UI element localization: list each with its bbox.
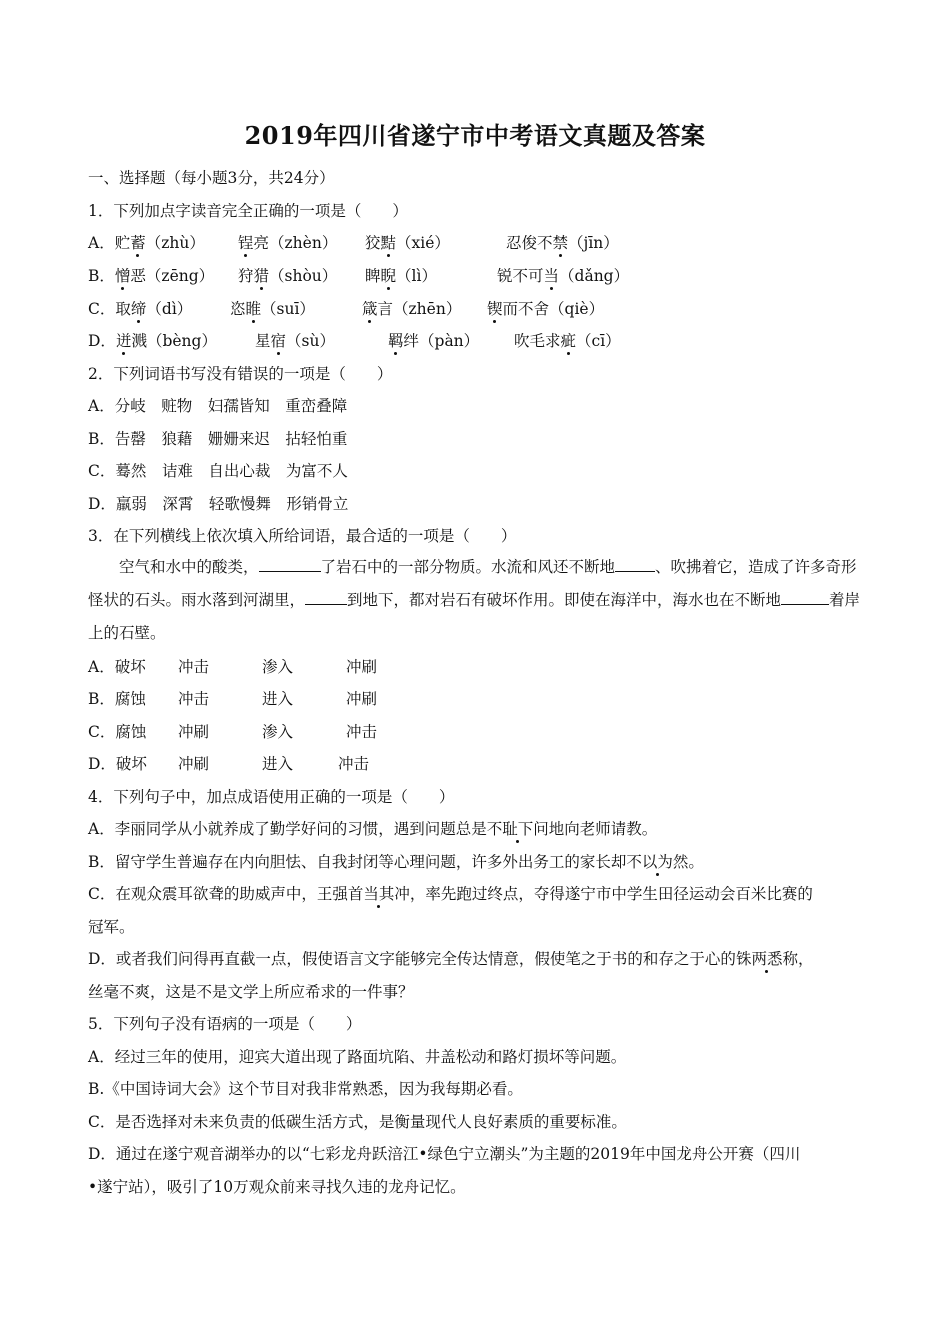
q3-option-b: B．腐蚀 <box>88 690 146 708</box>
dotted-char: 缔 <box>130 300 147 318</box>
q3-option-c-word3: 渗入 <box>262 723 294 741</box>
dotted-char: 睨 <box>380 267 397 285</box>
q1-option-a-word3: 狡黠（xié） <box>365 234 450 252</box>
question-2-stem: 2．下列词语书写没有错误的一项是（ ） <box>88 365 393 383</box>
question-3-stem: 3．在下列横线上依次填入所给词语，最合适的一项是（ ） <box>88 527 517 545</box>
q1-option-c: C．取缔（dì） <box>88 300 193 318</box>
q1-option-d: D．迸溅（bèng） <box>88 332 217 350</box>
q5-option-d-line2: •遂宁站），吸引了10万观众前来寻找久违的龙舟记忆。 <box>88 1178 466 1196</box>
q3-option-a-word3: 渗入 <box>262 658 294 676</box>
dotted-char: 锲 <box>487 300 503 318</box>
dotted-char: 羁 <box>388 332 404 350</box>
q3-option-a: A．破坏 <box>88 658 146 676</box>
q3-option-a-word4: 冲刷 <box>346 658 378 676</box>
q1-option-c-word3: 箴言（zhēn） <box>362 300 462 318</box>
q4-option-d-line2: 丝毫不爽，这是不是文学上所应希求的一件事？ <box>88 983 414 1001</box>
dotted-char: 迸 <box>115 332 132 350</box>
q5-option-b: B.《中国诗词大会》这个节目对我非常熟悉，因为我每期必看。 <box>88 1080 523 1098</box>
dotted-char: 宿 <box>270 332 287 350</box>
dotted-idiom: 首当其冲 <box>347 885 410 903</box>
dotted-char: 锃 <box>238 234 254 252</box>
q3-option-d-word4: 冲击 <box>338 755 370 773</box>
q3-option-c-word4: 冲击 <box>346 723 378 741</box>
dotted-char: 当 <box>543 267 560 285</box>
q2-option-b: B．告罄 狼藉 姗姗来迟 拈轻怕重 <box>88 430 348 448</box>
q1-option-b-word2: 狩猎（shòu） <box>238 267 338 285</box>
fill-blank <box>305 590 347 605</box>
q1-option-c-word2: 恣睢（suī） <box>230 300 315 318</box>
fill-blank <box>615 557 655 572</box>
q4-option-d: D．或者我们问得再直截一点，假使语言文字能够完全传达情意，假使笔之于书的和存之于心的铢两悉称， <box>88 950 814 968</box>
question-1-stem: 1．下列加点字读音完全正确的一项是（ ） <box>88 202 408 220</box>
q3-option-b-word3: 进入 <box>262 690 294 708</box>
q3-option-d: D．破坏 <box>88 755 147 773</box>
q4-option-a: A．李丽同学从小就养成了勤学好问的习惯，遇到问题总是不耻下问地向老师请教。 <box>88 820 658 838</box>
dotted-char: 憎 <box>114 267 131 285</box>
dotted-char: 箴 <box>362 300 378 318</box>
dotted-idiom: 铢两悉称 <box>735 950 798 968</box>
fill-blank <box>259 557 321 572</box>
dotted-char: 睢 <box>245 300 262 318</box>
page-title: 2019年四川省遂宁市中考语文真题及答案 <box>244 121 706 150</box>
dotted-char: 猎 <box>253 267 270 285</box>
q1-option-d-word3: 羁绊（pàn） <box>388 332 480 350</box>
q3-option-c: C．腐蚀 <box>88 723 147 741</box>
q3-option-d-word2: 冲刷 <box>178 755 210 773</box>
q1-option-b-word4: 锐不可当（dǎng） <box>497 267 630 285</box>
q4-option-c: C．在观众震耳欲聋的助威声中，王强首当其冲，率先跑过终点，夺得遂宁市中学生田径运动会百米比赛的 <box>88 885 813 903</box>
dotted-char: 蓄 <box>130 234 146 252</box>
q4-option-c-line2: 冠军。 <box>88 918 135 936</box>
q2-option-a: A．分岐 赃物 妇孺皆知 重峦叠障 <box>88 397 348 415</box>
q1-option-b: B．憎恶（zēng） <box>88 267 215 285</box>
question-5-stem: 5．下列句子没有语病的一项是（ ） <box>88 1015 362 1033</box>
q4-option-b: B．留守学生普遍存在内向胆怯、自我封闭等心理问题，许多外出务工的家长却不以为然。 <box>88 853 704 871</box>
q1-option-b-word3: 睥睨（lì） <box>365 267 437 285</box>
dotted-idiom: 不耻下问 <box>486 820 549 838</box>
q1-option-d-word4: 吹毛求疵（cī） <box>514 332 621 350</box>
q5-option-a: A．经过三年的使用，迎宾大道出现了路面坑陷、井盖松动和路灯损坏等问题。 <box>88 1048 627 1066</box>
q5-option-d: D．通过在遂宁观音湖举办的以“七彩龙舟跃涪江•绿色宁立潮头”为主题的2019年中国龙舟公开赛（四川 <box>88 1145 801 1163</box>
q3-option-b-word2: 冲击 <box>178 690 210 708</box>
q3-option-b-word4: 冲刷 <box>346 690 378 708</box>
dotted-char: 疵 <box>560 332 577 350</box>
dotted-idiom: 不以为然 <box>626 853 689 871</box>
q3-option-a-word2: 冲击 <box>178 658 210 676</box>
q1-option-a-word4: 忍俊不禁（jīn） <box>506 234 619 252</box>
section-heading: 一、选择题（每小题3分，共24分） <box>88 169 335 187</box>
fill-blank <box>781 590 829 605</box>
dotted-char: 黠 <box>380 234 397 252</box>
q2-option-d: D．羸弱 深霄 轻歌慢舞 形销骨立 <box>88 495 349 513</box>
q5-option-c: C．是否选择对未来负责的低碳生活方式，是衡量现代人良好素质的重要标准。 <box>88 1113 627 1131</box>
q2-option-c: C．蓦然 诘难 自出心裁 为富不人 <box>88 462 348 480</box>
q1-option-a-word2: 锃亮（zhèn） <box>238 234 338 252</box>
q1-option-a: A．贮蓄（zhù） <box>88 234 205 252</box>
question-4-stem: 4．下列句子中，加点成语使用正确的一项是（ ） <box>88 788 455 806</box>
q3-option-d-word3: 进入 <box>262 755 294 773</box>
q3-passage: 空气和水中的酸类， 了岩石中的一部分物质。水流和风还不断地 、吹拂着它，造成了许多奇形怪状的石头。雨水落到河湖里， 到地下，都对岩石有破坏作用。即使在海洋中，海水也在不断地 着岸上的石壁。 <box>88 558 861 642</box>
q3-option-c-word2: 冲刷 <box>178 723 210 741</box>
q1-option-c-word4: 锲而不舍（qiè） <box>487 300 605 318</box>
dotted-char: 禁 <box>552 234 569 252</box>
q1-option-d-word2: 星宿（sù） <box>255 332 335 350</box>
